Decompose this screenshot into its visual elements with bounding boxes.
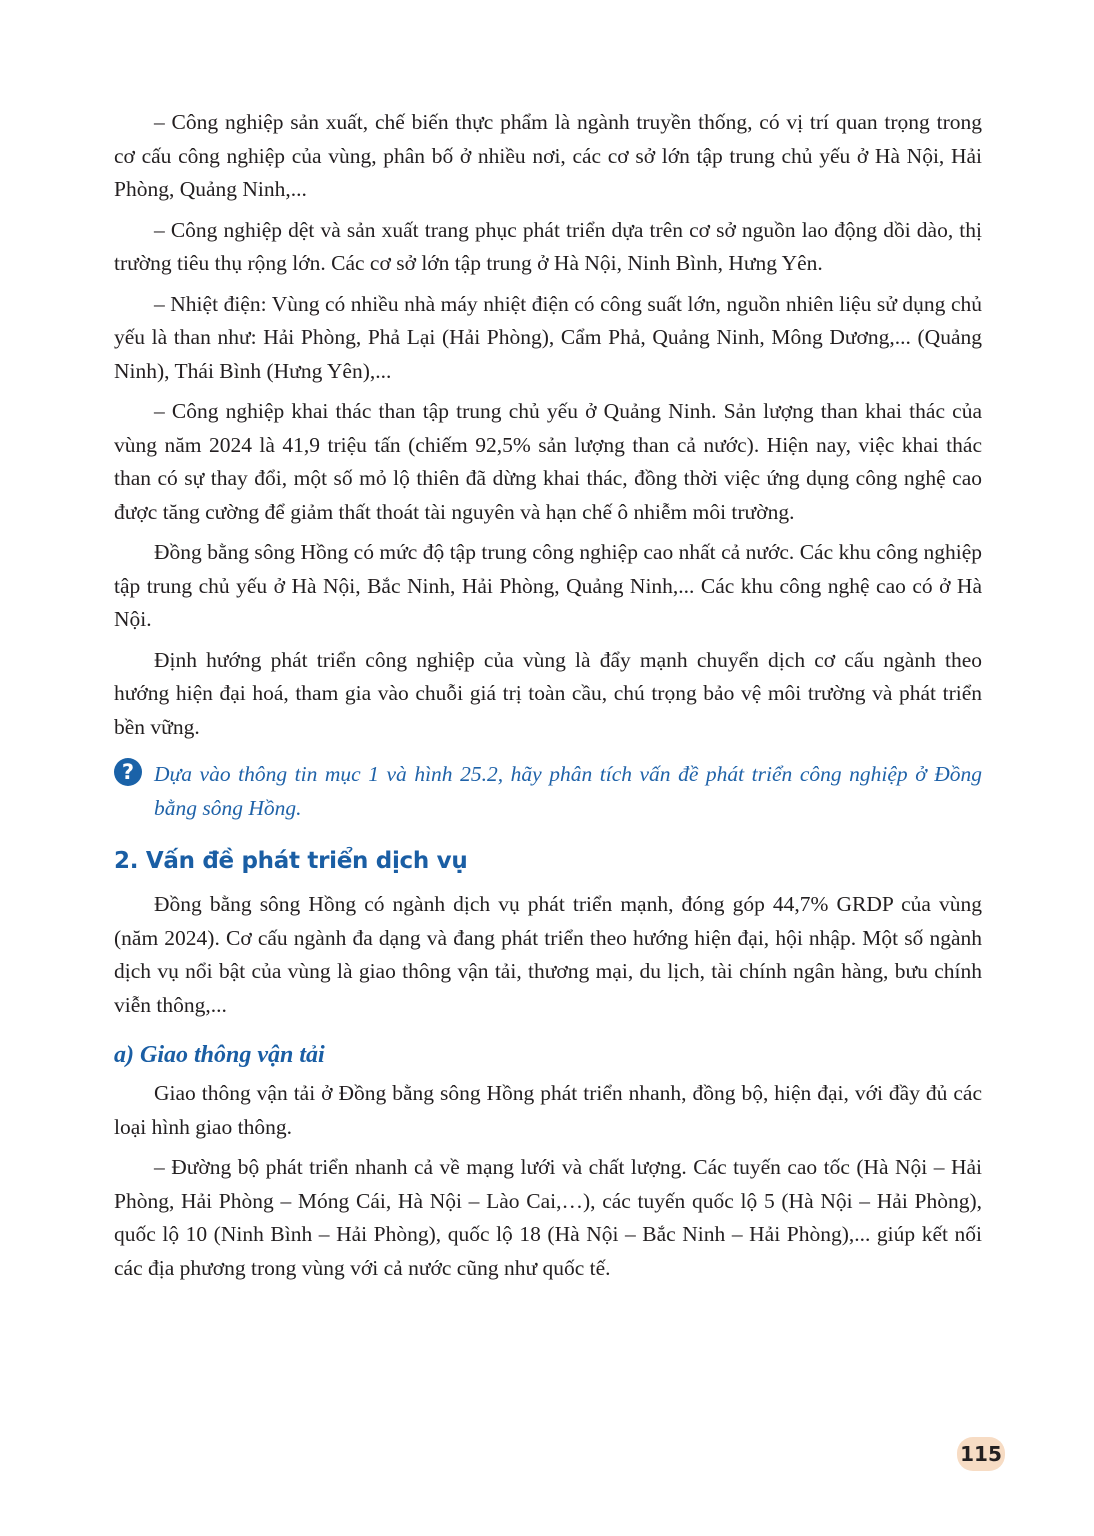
page-number: 115 <box>957 1437 1005 1471</box>
question-circle-icon: ? <box>114 758 142 786</box>
paragraph-thermal-power: – Nhiệt điện: Vùng có nhiều nhà máy nhiệt điện có công suất lớn, nguồn nhiên liệu sử dụng chủ yếu là than như: Hải Phòng, Phả Lại (Hải Phòng), Cẩm Phả, Quảng Ninh, Mông Dương,... (Quảng Ninh), Thái Bình (Hưng Yên),... <box>114 291 982 383</box>
paragraph-textile-industry: – Công nghiệp dệt và sản xuất trang phục phát triển dựa trên cơ sở nguồn lao động dồi dào, thị trường tiêu thụ rộng lớn. Các cơ sở lớn tập trung ở Hà Nội, Ninh Bình, Hưng Yên. <box>114 217 982 275</box>
question-box <box>114 758 982 825</box>
paragraph-services-intro: Đồng bằng sông Hồng có ngành dịch vụ phát triển mạnh, đóng góp 44,7% GRDP của vùng (năm 2024). Cơ cấu ngành đa dạng và đang phát triển theo hướng hiện đại, hội nhập. Một số ngành dịch vụ nổi bật của vùng là giao thông vận tải, thương mại, du lịch, tài chính ngân hàng, bưu chính viễn thông,... <box>114 892 982 1017</box>
paragraph-coal-mining: – Công nghiệp khai thác than tập trung chủ yếu ở Quảng Ninh. Sản lượng than khai thác của vùng năm 2024 là 41,9 triệu tấn (chiếm 92,5% sản lượng than cả nước). Hiện nay, việc khai thác than có sự thay đổi, một số mỏ lộ thiên đã dừng khai thác, đồng thời việc ứng dụng công nghệ cao được tăng cường để giảm thất thoát tài nguyên và hạn chế ô nhiễm môi trường. <box>114 399 982 524</box>
paragraph-road-transport: – Đường bộ phát triển nhanh cả về mạng lưới và chất lượng. Các tuyến cao tốc (Hà Nội – Hải Phòng, Hải Phòng – Móng Cái, Hà Nội – Lào Cai,…), các tuyến quốc lộ 5 (Hà Nội – Hải Phòng), quốc lộ 10 (Ninh Bình – Hải Phòng), quốc lộ 18 (Hà Nội – Bắc Ninh – Hải Phòng),... giúp kết nối các địa phương trong vùng với cả nước cũng như quốc tế. <box>114 1155 982 1280</box>
paragraph-industrial-orientation: Định hướng phát triển công nghiệp của vùng là đẩy mạnh chuyển dịch cơ cấu ngành theo hướng hiện đại hoá, tham gia vào chuỗi giá trị toàn cầu, chú trọng bảo vệ môi trường và phát triển bền vững. <box>114 647 982 739</box>
section-2-heading: 2. Vấn đề phát triển dịch vụ <box>114 848 468 874</box>
paragraph-industrial-concentration: Đồng bằng sông Hồng có mức độ tập trung công nghiệp cao nhất cả nước. Các khu công nghiệp tập trung chủ yếu ở Hà Nội, Bắc Ninh, Hải Phòng, Quảng Ninh,... Các khu công nghệ cao có ở Hà Nội. <box>114 540 982 631</box>
question-text: Dựa vào thông tin mục 1 và hình 25.2, hãy phân tích vấn đề phát triển công nghiệp ở Đồng bằng sông Hồng. <box>154 762 982 820</box>
paragraph-transport-overview: Giao thông vận tải ở Đồng bằng sông Hồng phát triển nhanh, đồng bộ, hiện đại, với đầy đủ các loại hình giao thông. <box>114 1081 982 1139</box>
page-content <box>114 106 982 1292</box>
subsection-a-heading: a) Giao thông vận tải <box>114 1042 325 1068</box>
paragraph-food-industry: – Công nghiệp sản xuất, chế biến thực phẩm là ngành truyền thống, có vị trí quan trọng trong cơ cấu công nghiệp của vùng, phân bố ở nhiều nơi, các cơ sở lớn tập trung chủ yếu ở Hà Nội, Hải Phòng, Quảng Ninh,... <box>114 110 982 201</box>
